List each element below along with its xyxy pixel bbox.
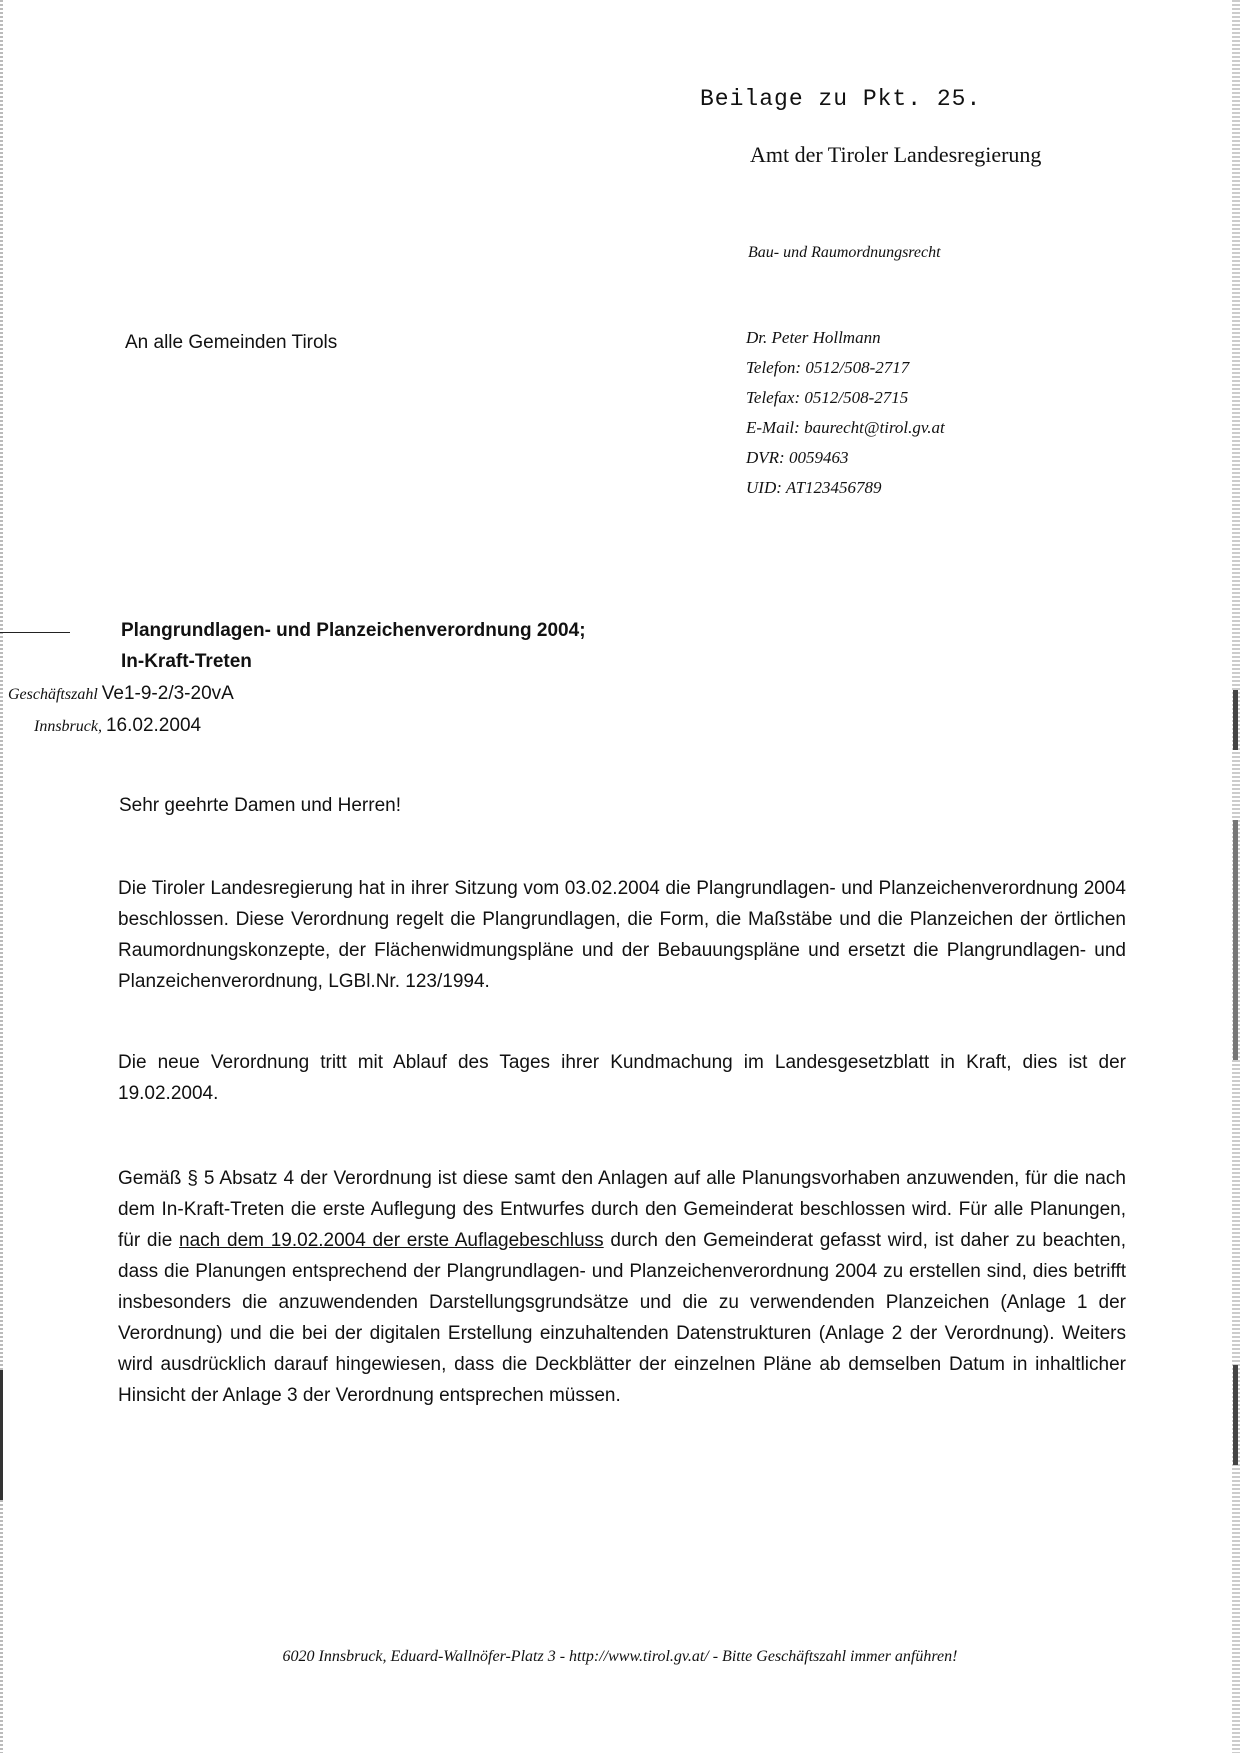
attachment-note: Beilage zu Pkt. 25. xyxy=(700,86,982,112)
contact-block xyxy=(746,328,945,508)
footer-address: 6020 Innsbruck, Eduard-Wallnöfer-Platz 3 - http://www.tirol.gv.at/ - Bitte Geschäftszahl immer anführen! xyxy=(282,1648,958,1665)
paragraph-3-end: durch den Gemeinderat gefasst wird, ist daher zu beachten, dass die Planungen entsprechend der Plangrundlagen- und Planzeichenverordnung 2004 zu erstellen sind, dies betrifft insbesonders die anzuwendenden Darstellungsgrundsätze und die zu verwendenden Planzeichen (Anlage 1 der Verordnung) und die bei der digitalen Erstellung einzuhaltenden Datenstrukturen (Anlage 2 der Verordnung). Weiters wird ausdrücklich darauf hingewiesen, dass die Deckblätter der einzelnen Pläne ab demselben Datum in inhaltlicher Hinsicht der Anlage 3 der Verordnung entsprechen müssen. xyxy=(118,1230,1126,1406)
contact-email: E-Mail: baurecht@tirol.gv.at xyxy=(746,418,945,437)
reference-block xyxy=(8,678,234,742)
salutation: Sehr geehrte Damen und Herren! xyxy=(119,795,401,816)
authority-name: Amt der Tiroler Landesregierung xyxy=(750,142,1042,167)
department: Bau- und Raumordnungsrecht xyxy=(748,244,941,261)
scan-mark xyxy=(1233,690,1238,750)
scan-mark xyxy=(1233,820,1238,1060)
paragraph-3-start: Gemäß § 5 Absatz 4 der Verordnung ist diese samt den Anlagen auf alle Planungsvorhaben anzuwenden, für die nach dem In-Kraft-Treten die erste Auflegung des Entwurfes durch den Gemeinderat beschlossen wird. Für alle Planungen, für die xyxy=(118,1168,1126,1251)
reference-label: Geschäftszahl xyxy=(8,686,98,703)
reference-value: Ve1-9-2/3-20vA xyxy=(101,683,234,704)
subject-line-1: Plangrundlagen- und Planzeichenverordnung 2004; xyxy=(121,620,586,641)
contact-phone: Telefon: 0512/508-2717 xyxy=(746,358,910,377)
subject-line-2: In-Kraft-Treten xyxy=(121,651,252,672)
underlined-deadline: nach dem 19.02.2004 der erste Auflagebeschluss xyxy=(179,1230,604,1251)
contact-dvr: DVR: 0059463 xyxy=(746,448,849,467)
fold-line xyxy=(0,632,70,633)
contact-uid: UID: AT123456789 xyxy=(746,478,882,497)
contact-fax: Telefax: 0512/508-2715 xyxy=(746,388,909,407)
recipient: An alle Gemeinden Tirols xyxy=(125,332,338,353)
subject xyxy=(121,615,586,677)
paragraph-1: Die Tiroler Landesregierung hat in ihrer Sitzung vom 03.02.2004 die Plangrundlagen- und Planzeichenverordnung 2004 beschlossen. Diese Verordnung regelt die Plangrundlagen, die Form, die Maßstäbe und die Planzeichen der örtlichen Raumordnungskonzepte, der Flächenwidmungspläne und der Bebauungspläne und ersetzt die Plangrundlagen- und Planzeichenverordnung, LGBl.Nr. 123/1994. xyxy=(118,878,1126,992)
date: 16.02.2004 xyxy=(105,715,202,736)
scan-mark xyxy=(1233,1365,1238,1465)
scan-mark xyxy=(0,1370,3,1500)
contact-name: Dr. Peter Hollmann xyxy=(746,328,881,347)
paragraph-3 xyxy=(118,1163,1126,1411)
place: Innsbruck, xyxy=(34,718,102,735)
paragraph-2: Die neue Verordnung tritt mit Ablauf des Tages ihrer Kundmachung im Landesgesetzblatt in Kraft, dies ist der 19.02.2004. xyxy=(118,1052,1126,1104)
